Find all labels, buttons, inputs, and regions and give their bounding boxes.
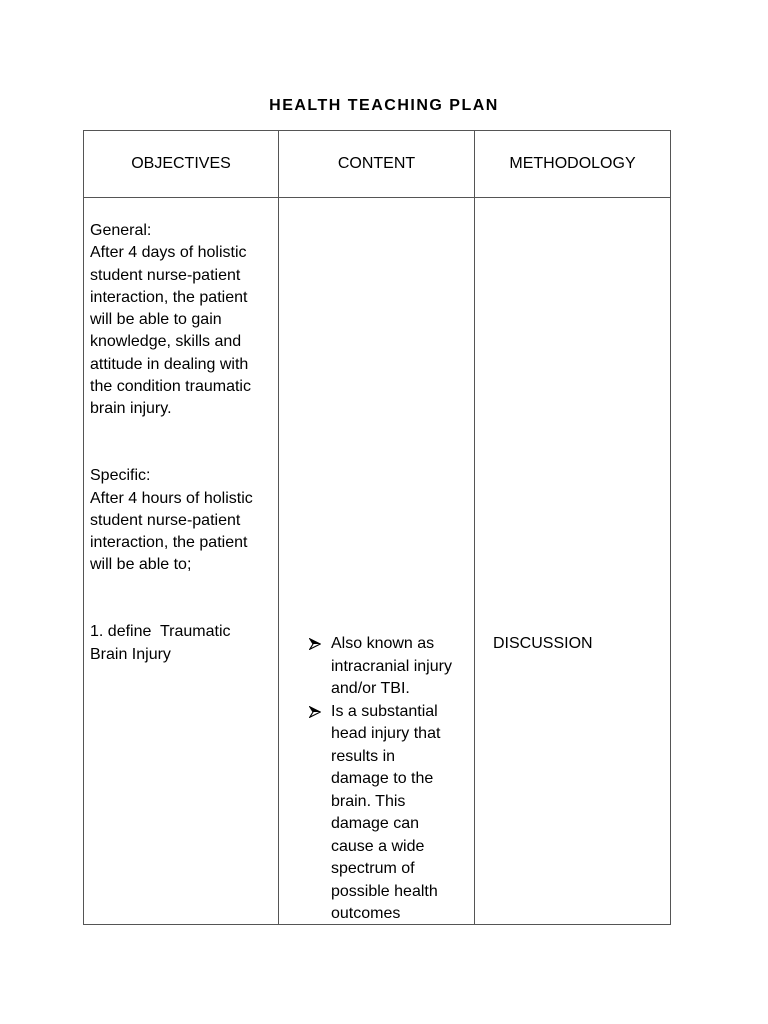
content-line: Also known as	[331, 635, 435, 652]
content-line: cause a wide	[331, 837, 425, 855]
general-objective-line: knowledge, skills and	[90, 333, 242, 351]
general-objective-line: will be able to gain	[90, 311, 222, 329]
content-line: Is a substantial	[331, 702, 438, 720]
header-content: CONTENT	[337, 155, 416, 172]
content-bullet	[331, 701, 471, 926]
content-line: and/or TBI.	[331, 680, 410, 697]
content-line: damage can	[331, 815, 420, 832]
general-objective-line: After 4 days of holistic	[90, 244, 247, 262]
paragraph-spacer	[90, 577, 274, 622]
arrowhead-bullet-icon	[309, 638, 321, 650]
specific-objective-line: interaction, the patient	[90, 534, 248, 552]
methodology-cell-item: DISCUSSION	[493, 635, 593, 652]
specific-label: Specific:	[90, 467, 151, 485]
content-line: intracranial injury	[331, 657, 452, 675]
specific-objective-line: After 4 hours of holistic	[90, 489, 253, 507]
objectives-cell	[90, 220, 274, 666]
general-label: General:	[90, 222, 152, 239]
document-title: HEALTH TEACHING PLAN	[269, 97, 499, 114]
general-objective-line: attitude in dealing with	[90, 355, 249, 373]
content-bullet	[331, 633, 471, 701]
content-cell	[331, 633, 471, 926]
paragraph-spacer	[90, 421, 274, 466]
general-objective-line: student nurse-patient	[90, 266, 241, 284]
column-divider	[278, 131, 279, 924]
content-line: spectrum of	[331, 860, 415, 877]
general-objective-line: brain injury.	[90, 400, 172, 418]
objective-item-1-line: Brain Injury	[90, 645, 171, 663]
specific-objective-line: will be able to;	[90, 556, 192, 574]
column-divider	[474, 131, 475, 924]
content-line: damage to the	[331, 770, 434, 787]
header-objectives: OBJECTIVES	[131, 155, 231, 172]
specific-objective-line: student nurse-patient	[90, 511, 241, 529]
arrowhead-bullet-icon	[309, 706, 321, 718]
header-row-divider	[84, 197, 670, 198]
general-objective-line: the condition traumatic	[90, 378, 251, 396]
content-line: results in	[331, 747, 396, 765]
general-objective-line: interaction, the patient	[90, 288, 248, 306]
content-line: head injury that	[331, 725, 441, 742]
content-line: outcomes	[331, 905, 401, 922]
content-line: brain. This	[331, 792, 406, 810]
teaching-plan-table	[83, 130, 671, 925]
header-methodology: METHODOLOGY	[509, 155, 636, 172]
content-line: possible health	[331, 882, 438, 900]
objective-item-1-line: 1. define Traumatic	[90, 623, 231, 641]
